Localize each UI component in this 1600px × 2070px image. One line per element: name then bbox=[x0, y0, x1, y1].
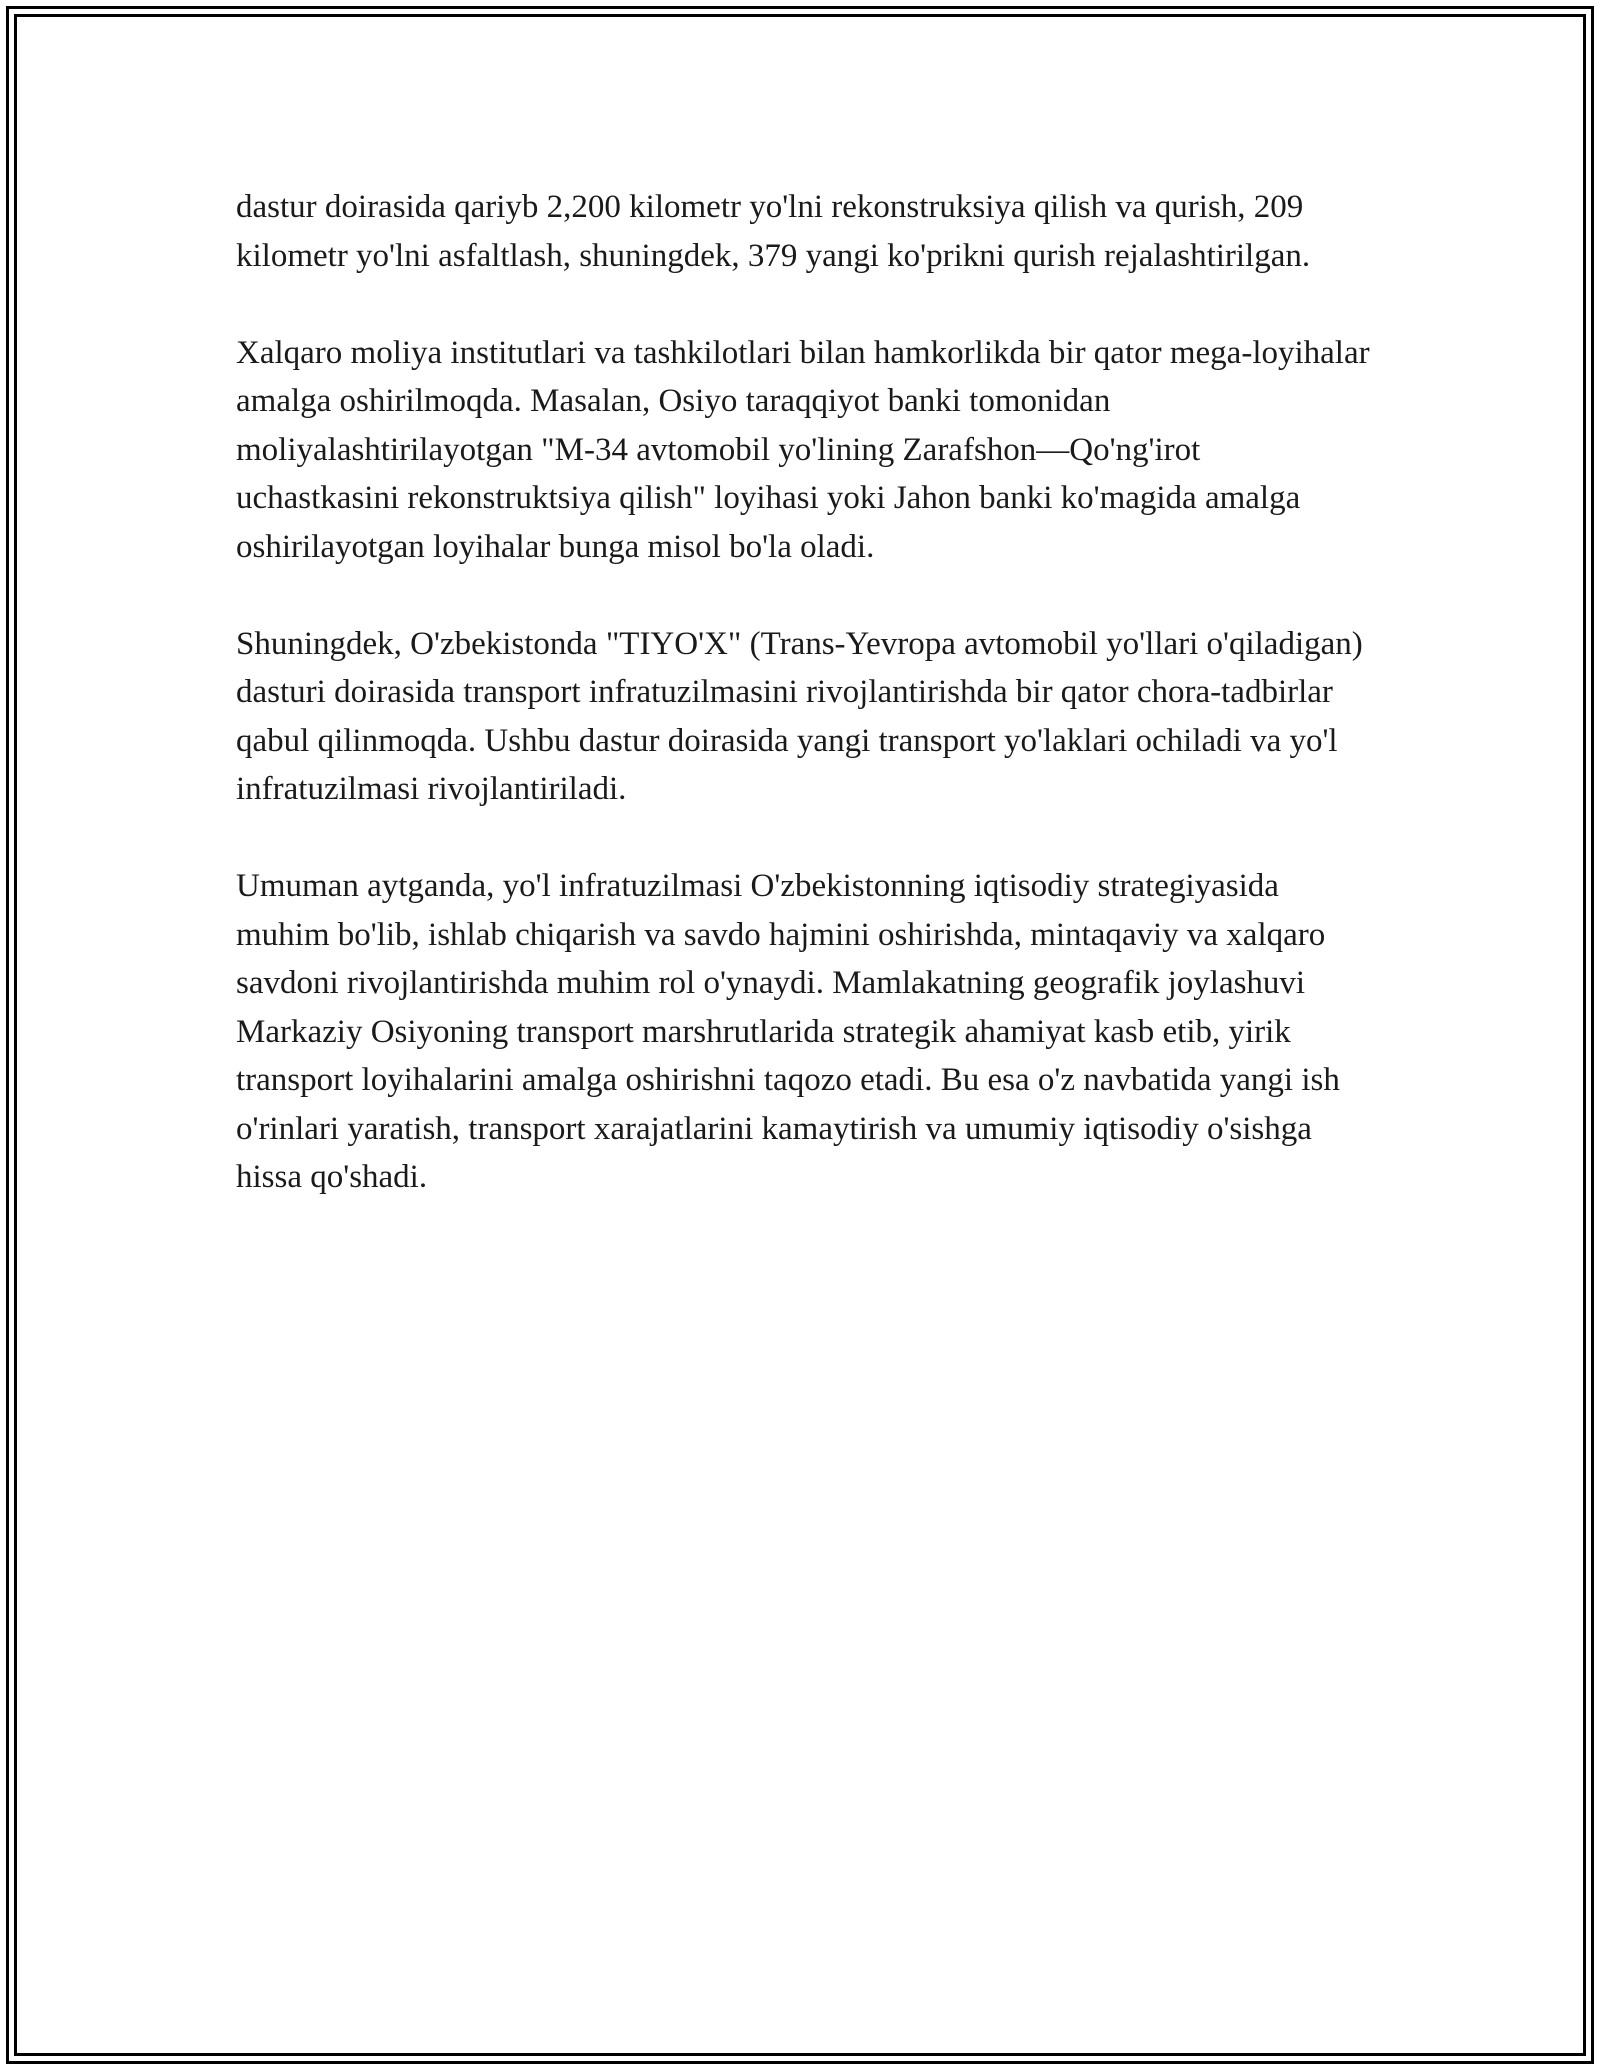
paragraph-road-program: dastur doirasida qariyb 2,200 kilometr yo'lni rekonstruksiya qilish va qurish, 209 kilometr yo'lni asfaltlash, shuningdek, 379 yangi ko'prikni qurish rejalashtirilgan. bbox=[236, 189, 1311, 274]
paragraph-conclusion: Umuman aytganda, yo'l infratuzilmasi O'zbekistonning iqtisodiy strategiyasida muhim bo'lib, ishlab chiqarish va savdo hajmini oshirishda, mintaqaviy va xalqaro savdoni rivojlantirishda muhim rol o'ynaydi. Mamlakatning geografik joylashuvi Markaziy Osiyoning transport marshrutlarida strategik ahamiyat kasb etib, yirik transport loyihalarini amalga oshirishni taqozo etadi. Bu esa o'z navbatida yangi ish o'rinlari yaratish, transport xarajatlarini kamaytirish va umumiy iqtisodiy o'sishga hissa qo'shadi. bbox=[236, 868, 1340, 1195]
paragraph-international-projects: Xalqaro moliya institutlari va tashkilotlari bilan hamkorlikda bir qator mega-loyihalar amalga oshirilmoqda. Masalan, Osiyo taraqqiyot banki tomonidan moliyalashtirilayotgan "M-34 avtomobil yo'lining Zarafshon—Qo'ng'irot uchastkasini rekonstruktsiya qilish" loyihasi yoki Jahon banki ko'magida amalga oshirilayotgan loyihalar bunga misol bo'la oladi. bbox=[236, 334, 1370, 565]
document-body bbox=[236, 183, 1371, 1250]
paragraph-tiyox-program: Shuningdek, O'zbekistonda "TIYO'X" (Trans-Yevropa avtomobil yo'llari o'qiladigan) dasturi doirasida transport infratuzilmasini rivojlantirishda bir qator chora-tadbirlar qabul qilinmoqda. Ushbu dastur doirasida yangi transport yo'laklari ochiladi va yo'l infratuzilmasi rivojlantiriladi. bbox=[236, 625, 1363, 807]
